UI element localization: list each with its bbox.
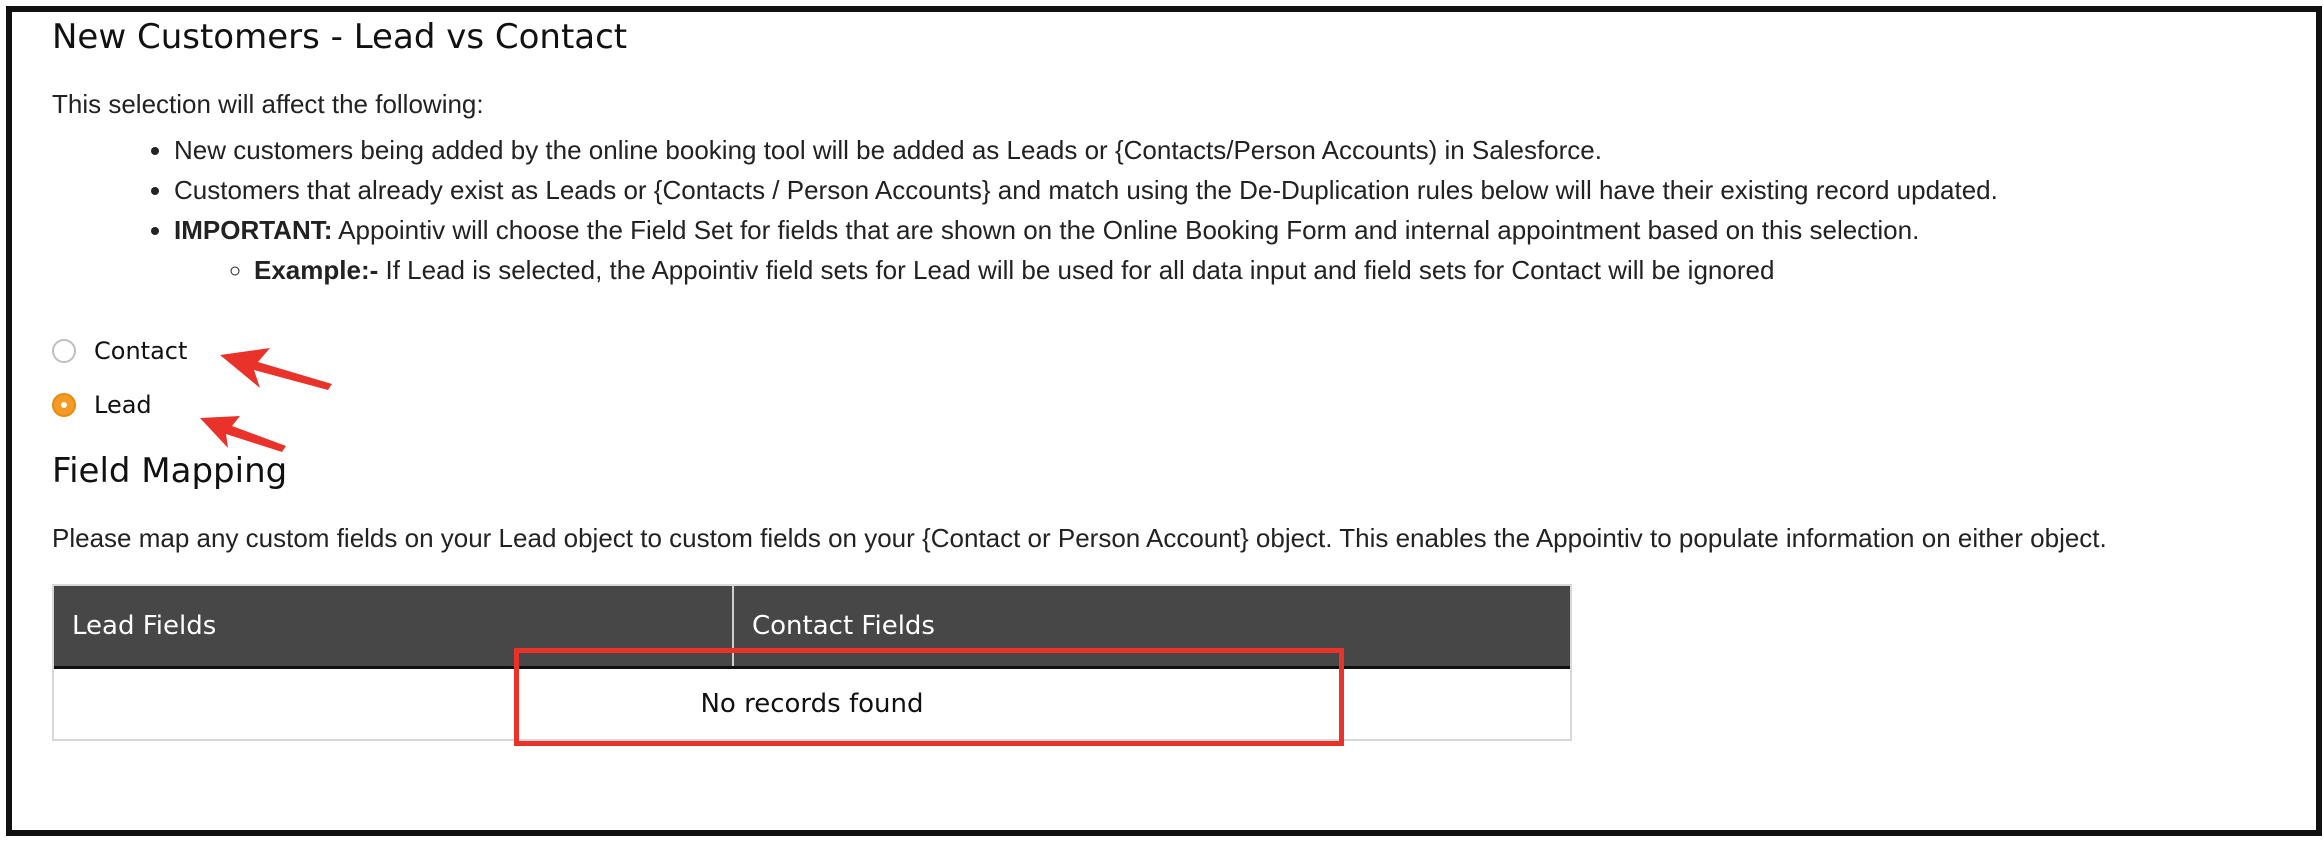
contact-option[interactable] — [52, 324, 2324, 378]
empty-state: No records found — [700, 689, 924, 719]
lead-contact-radio-group — [52, 324, 2324, 432]
field-mapping-title: Field Mapping — [52, 451, 288, 491]
field-mapping-description: Please map any custom fields on your Lead object to custom fields on your {Contact or Person Account} object. This enables the Appointiv to populate information on either object. — [52, 523, 2107, 553]
lead-radio-label[interactable]: Lead — [94, 391, 152, 419]
lead-option[interactable] — [52, 378, 2324, 432]
settings-panel — [52, 16, 2324, 554]
list-item: • Customers that already exist as Leads or {Contacts / Person Accounts} and match using the De-Duplication rules below will have their existing record updated. — [174, 170, 2324, 210]
example-label: Example:- — [254, 255, 379, 285]
important-label: IMPORTANT: — [174, 215, 333, 245]
annotation-arrow-icon — [194, 406, 294, 456]
contact-radio[interactable] — [52, 339, 76, 363]
lead-fields-header: Lead Fields — [54, 586, 734, 666]
contact-fields-header: Contact Fields — [752, 611, 935, 641]
example-list — [174, 250, 2324, 290]
contact-radio-label[interactable]: Contact — [94, 337, 188, 365]
annotation-arrow-icon — [210, 340, 340, 400]
example-text: If Lead is selected, the Appointiv field sets for Lead will be used for all data input and field sets for Contact will be ignored — [378, 255, 1775, 285]
lead-radio[interactable] — [52, 393, 76, 417]
effects-list — [52, 130, 2324, 290]
section-title: New Customers - Lead vs Contact — [52, 17, 628, 57]
list-item: • New customers being added by the online booking tool will be added as Leads or {Contacts/Person Accounts) in Salesforce. — [174, 130, 2324, 170]
list-item — [254, 250, 2324, 290]
intro-text: This selection will affect the following: — [52, 89, 484, 119]
list-item — [174, 210, 2324, 290]
annotation-box — [514, 648, 1344, 746]
important-text: Appointiv will choose the Field Set for fields that are shown on the Online Booking Form and internal appointment based on this selection. — [332, 215, 1920, 245]
